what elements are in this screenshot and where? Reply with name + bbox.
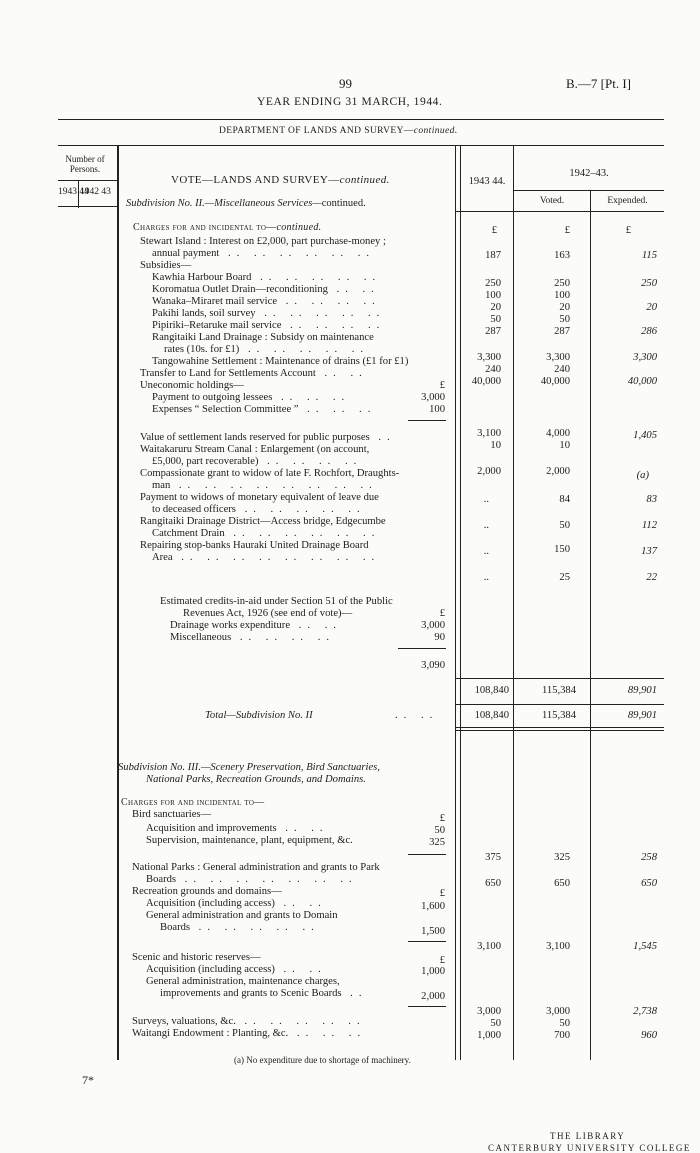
total-expended: 89,901 xyxy=(627,710,657,721)
value-1944: 287 xyxy=(485,326,501,337)
item-line: Boards .. .. .. .. .. xyxy=(160,922,320,933)
subdivision-iii-title: Subdivision No. III.—Scenery Preservation, Bird Sanctuaries, xyxy=(118,762,380,773)
value-voted: 150 xyxy=(554,544,570,555)
inner-amount: 90 xyxy=(434,632,445,643)
rule xyxy=(58,180,117,181)
value-expended: 137 xyxy=(641,546,657,557)
credits-line: Revenues Act, 1926 (see end of vote)— xyxy=(183,608,353,619)
rule xyxy=(455,727,664,728)
item-line: annual payment .. .. .. .. .. .. xyxy=(152,248,376,259)
inner-amount: 1,500 xyxy=(421,926,445,937)
value-1944: 1,000 xyxy=(477,1030,501,1041)
inner-amount: 1,600 xyxy=(421,901,445,912)
value-expended: (a) xyxy=(636,470,649,481)
item-line: Wanaka–Miraret mail service .. .. .. .. xyxy=(152,296,381,307)
item-line: General administration and grants to Domain xyxy=(146,910,338,921)
department-heading: DEPARTMENT OF LANDS AND SURVEY—continued. xyxy=(219,126,458,136)
rule xyxy=(408,1006,446,1007)
item-line: Waitakaruru Stream Canal : Enlargement (on account, xyxy=(140,444,370,455)
value-voted: 25 xyxy=(559,572,570,583)
item-line: Expenses “ Selection Committee ” .. .. .. xyxy=(152,404,377,415)
value-expended: 22 xyxy=(646,572,657,583)
value-1944: 50 xyxy=(490,1018,501,1029)
value-expended: 20 xyxy=(646,302,657,313)
value-voted: 163 xyxy=(554,250,570,261)
item-line: Acquisition (including access) .. .. xyxy=(146,898,327,909)
voted-header: Voted. xyxy=(539,196,565,206)
value-voted: 40,000 xyxy=(540,376,570,387)
rule xyxy=(455,730,664,731)
footnote: (a) No expenditure due to shortage of machinery. xyxy=(234,1055,411,1065)
inner-amount: 325 xyxy=(429,837,445,848)
library-stamp: CANTERBURY UNIVERSITY COLLEGE xyxy=(488,1143,691,1153)
item-line: Catchment Drain .. .. .. .. .. .. xyxy=(152,528,381,539)
charges-heading: Charges for and incidental to— xyxy=(121,797,265,808)
rule xyxy=(455,704,664,705)
value-voted: 3,300 xyxy=(546,352,570,363)
item-line: Payment to widows of monetary equivalent of leave due xyxy=(140,492,379,503)
item-line: Bird sanctuaries— xyxy=(132,809,212,820)
column-divider xyxy=(117,145,119,1060)
value-1944: 10 xyxy=(490,440,501,451)
item-line: Compassionate grant to widow of late F. Rochfort, Draughts- xyxy=(140,468,400,479)
inner-total: 3,090 xyxy=(421,660,445,671)
item-line: Repairing stop-banks Hauraki United Drainage Board xyxy=(140,540,369,551)
value-expended: 40,000 xyxy=(627,376,657,387)
item-line: Pipiriki–Retaruke mail service .. .. .. .. xyxy=(152,320,386,331)
value-expended: 286 xyxy=(641,326,657,337)
total-voted: 115,384 xyxy=(541,710,576,721)
inner-currency: £ xyxy=(439,888,445,899)
item-line: rates (10s. for £1) .. .. .. .. .. xyxy=(164,344,370,355)
item-line: Acquisition and improvements .. .. xyxy=(146,823,329,834)
value-voted: 50 xyxy=(559,520,570,531)
value-voted: 3,000 xyxy=(546,1006,570,1017)
item-line: Stewart Island : Interest on £2,000, part purchase-money ; xyxy=(140,236,386,247)
rule xyxy=(455,211,664,212)
currency-symbol: £ xyxy=(564,225,570,236)
value-1944: 3,100 xyxy=(477,428,501,439)
year-1944-header: 1943 44. xyxy=(468,176,506,187)
column-divider xyxy=(455,145,456,1060)
value-1944: 40,000 xyxy=(471,376,501,387)
value-1944: 3,300 xyxy=(477,352,501,363)
persons-column-title: Number of Persons. xyxy=(65,154,105,174)
value-voted: 84 xyxy=(559,494,570,505)
value-1944: 20 xyxy=(490,302,501,313)
inner-amount: 3,000 xyxy=(421,620,445,631)
value-expended: 1,405 xyxy=(633,430,657,441)
library-stamp: THE LIBRARY xyxy=(550,1131,626,1141)
item-line: Surveys, valuations, &c. .. .. .. .. .. xyxy=(132,1016,366,1027)
item-line: Rangitaiki Drainage District—Access bridge, Edgecumbe xyxy=(140,516,386,527)
inner-amount: 2,000 xyxy=(421,991,445,1002)
rule xyxy=(398,648,446,649)
item-line: Waitangi Endowment : Planting, &c. .. .. .. xyxy=(132,1028,367,1039)
item-line: man .. .. .. .. .. .. .. .. xyxy=(152,480,378,491)
inner-amount: 100 xyxy=(429,404,445,415)
rule xyxy=(408,420,446,421)
year-heading: YEAR ENDING 31 MARCH, 1944. xyxy=(257,96,443,108)
column-divider xyxy=(590,190,591,1060)
currency-symbol: £ xyxy=(491,225,497,236)
credits-line: Miscellaneous .. .. .. .. xyxy=(170,632,335,643)
value-1944: 3,000 xyxy=(477,1006,501,1017)
subdivision-iii-title-cont: National Parks, Recreation Grounds, and Domains. xyxy=(146,774,366,785)
page-mark: 7* xyxy=(82,1073,94,1087)
sum-voted: 115,384 xyxy=(541,685,576,696)
page-number: 99 xyxy=(339,76,352,91)
item-line: Tangowahine Settlement : Maintenance of drains (£1 for £1) xyxy=(152,356,409,367)
value-voted: 250 xyxy=(554,278,570,289)
item-line: Koromatua Outlet Drain—reconditioning .. .. xyxy=(152,284,380,295)
value-expended: 650 xyxy=(641,878,657,889)
item-line: Acquisition (including access) .. .. xyxy=(146,964,327,975)
value-voted: 20 xyxy=(559,302,570,313)
item-line: Rangitaiki Land Drainage : Subsidy on maintenance xyxy=(152,332,374,343)
value-voted: 650 xyxy=(554,878,570,889)
item-line: National Parks : General administration and grants to Park xyxy=(132,862,380,873)
value-expended: 258 xyxy=(641,852,657,863)
credits-line: Drainage works expenditure .. .. xyxy=(170,620,342,631)
value-voted: 325 xyxy=(554,852,570,863)
inner-currency: £ xyxy=(439,608,445,619)
value-voted: 287 xyxy=(554,326,570,337)
item-line: Pakihi lands, soil survey .. .. .. .. .. xyxy=(152,308,386,319)
persons-1944-header: 1943 44 xyxy=(58,187,89,197)
item-line: General administration, maintenance charges, xyxy=(146,976,340,987)
item-line: to deceased officers .. .. .. .. .. xyxy=(152,504,366,515)
value-voted: 240 xyxy=(554,364,570,375)
rule xyxy=(408,854,446,855)
value-voted: 4,000 xyxy=(546,428,570,439)
inner-currency: £ xyxy=(439,955,445,966)
value-1944: .. xyxy=(483,572,489,583)
value-1944: 240 xyxy=(485,364,501,375)
value-voted: 50 xyxy=(559,1018,570,1029)
inner-amount: 1,000 xyxy=(421,966,445,977)
item-line: Boards .. .. .. .. .. .. .. xyxy=(146,874,358,885)
item-line: Transfer to Land for Settlements Account .. .. xyxy=(140,368,368,379)
item-line: Payment to outgoing lessees .. .. .. xyxy=(152,392,351,403)
item-line: Recreation grounds and domains— xyxy=(132,886,282,897)
year-1943-header: 1942–43. xyxy=(569,168,609,179)
value-1944: 650 xyxy=(485,878,501,889)
rule xyxy=(408,941,446,942)
value-expended: 250 xyxy=(641,278,657,289)
value-1944: .. xyxy=(483,546,489,557)
value-1944: .. xyxy=(483,494,489,505)
inner-currency: £ xyxy=(439,813,445,824)
credits-line: Estimated credits-in-aid under Section 51 of the Public xyxy=(160,596,393,607)
value-1944: 2,000 xyxy=(477,466,501,477)
vote-title: VOTE—LANDS AND SURVEY—continued. xyxy=(171,174,390,186)
rule xyxy=(58,119,664,120)
value-expended: 3,300 xyxy=(633,352,657,363)
value-expended: 115 xyxy=(641,250,657,261)
value-expended: 1,545 xyxy=(633,941,657,952)
rule xyxy=(455,678,664,679)
item-line: Value of settlement lands reserved for public purposes .. xyxy=(140,432,396,443)
value-voted: 100 xyxy=(554,290,570,301)
value-expended: 112 xyxy=(641,520,657,531)
value-1944: 250 xyxy=(485,278,501,289)
persons-1943-header: 1942 43 xyxy=(80,187,111,197)
value-1944: 100 xyxy=(485,290,501,301)
value-1944: 50 xyxy=(490,314,501,325)
document-reference: B.—7 [Pt. I] xyxy=(566,76,631,91)
item-line: Scenic and historic reserves— xyxy=(132,952,261,963)
value-expended: 83 xyxy=(646,494,657,505)
item-line: Area .. .. .. .. .. .. .. .. xyxy=(152,552,381,563)
item-line: Supervision, maintenance, plant, equipment, &c. xyxy=(146,835,353,846)
total-label: Total—Subdivision No. II xyxy=(205,710,313,721)
value-voted: 700 xyxy=(554,1030,570,1041)
value-1944: 187 xyxy=(485,250,501,261)
value-expended: 2,738 xyxy=(633,1006,657,1017)
item-line: Subsidies— xyxy=(140,260,192,271)
item-line: improvements and grants to Scenic Boards .. xyxy=(160,988,368,999)
inner-currency: £ xyxy=(439,380,445,391)
value-voted: 2,000 xyxy=(546,466,570,477)
value-expended: 960 xyxy=(641,1030,657,1041)
table-top-rule xyxy=(58,145,664,146)
value-voted: 3,100 xyxy=(546,941,570,952)
rule xyxy=(58,206,117,207)
total-1944: 108,840 xyxy=(474,710,509,721)
rule xyxy=(514,190,664,191)
subdivision-title: Subdivision No. II.—Miscellaneous Services—continued. xyxy=(126,198,366,209)
item-line: Uneconomic holdings— xyxy=(140,380,244,391)
item-line: £5,000, part recoverable) .. .. .. .. xyxy=(152,456,363,467)
value-voted: 50 xyxy=(559,314,570,325)
value-1944: .. xyxy=(483,520,489,531)
charges-heading: Charges for and incidental to—continued. xyxy=(133,222,322,233)
currency-symbol: £ xyxy=(625,225,631,236)
inner-amount: 3,000 xyxy=(421,392,445,403)
value-voted: 10 xyxy=(559,440,570,451)
inner-amount: 50 xyxy=(434,825,445,836)
leader-dots: .. .. xyxy=(395,710,439,721)
sum-expended: 89,901 xyxy=(627,685,657,696)
sum-1944: 108,840 xyxy=(474,685,509,696)
expended-header: Expended. xyxy=(607,196,648,206)
value-1944: 3,100 xyxy=(477,941,501,952)
value-1944: 375 xyxy=(485,852,501,863)
item-line: Kawhia Harbour Board .. .. .. .. .. xyxy=(152,272,382,283)
